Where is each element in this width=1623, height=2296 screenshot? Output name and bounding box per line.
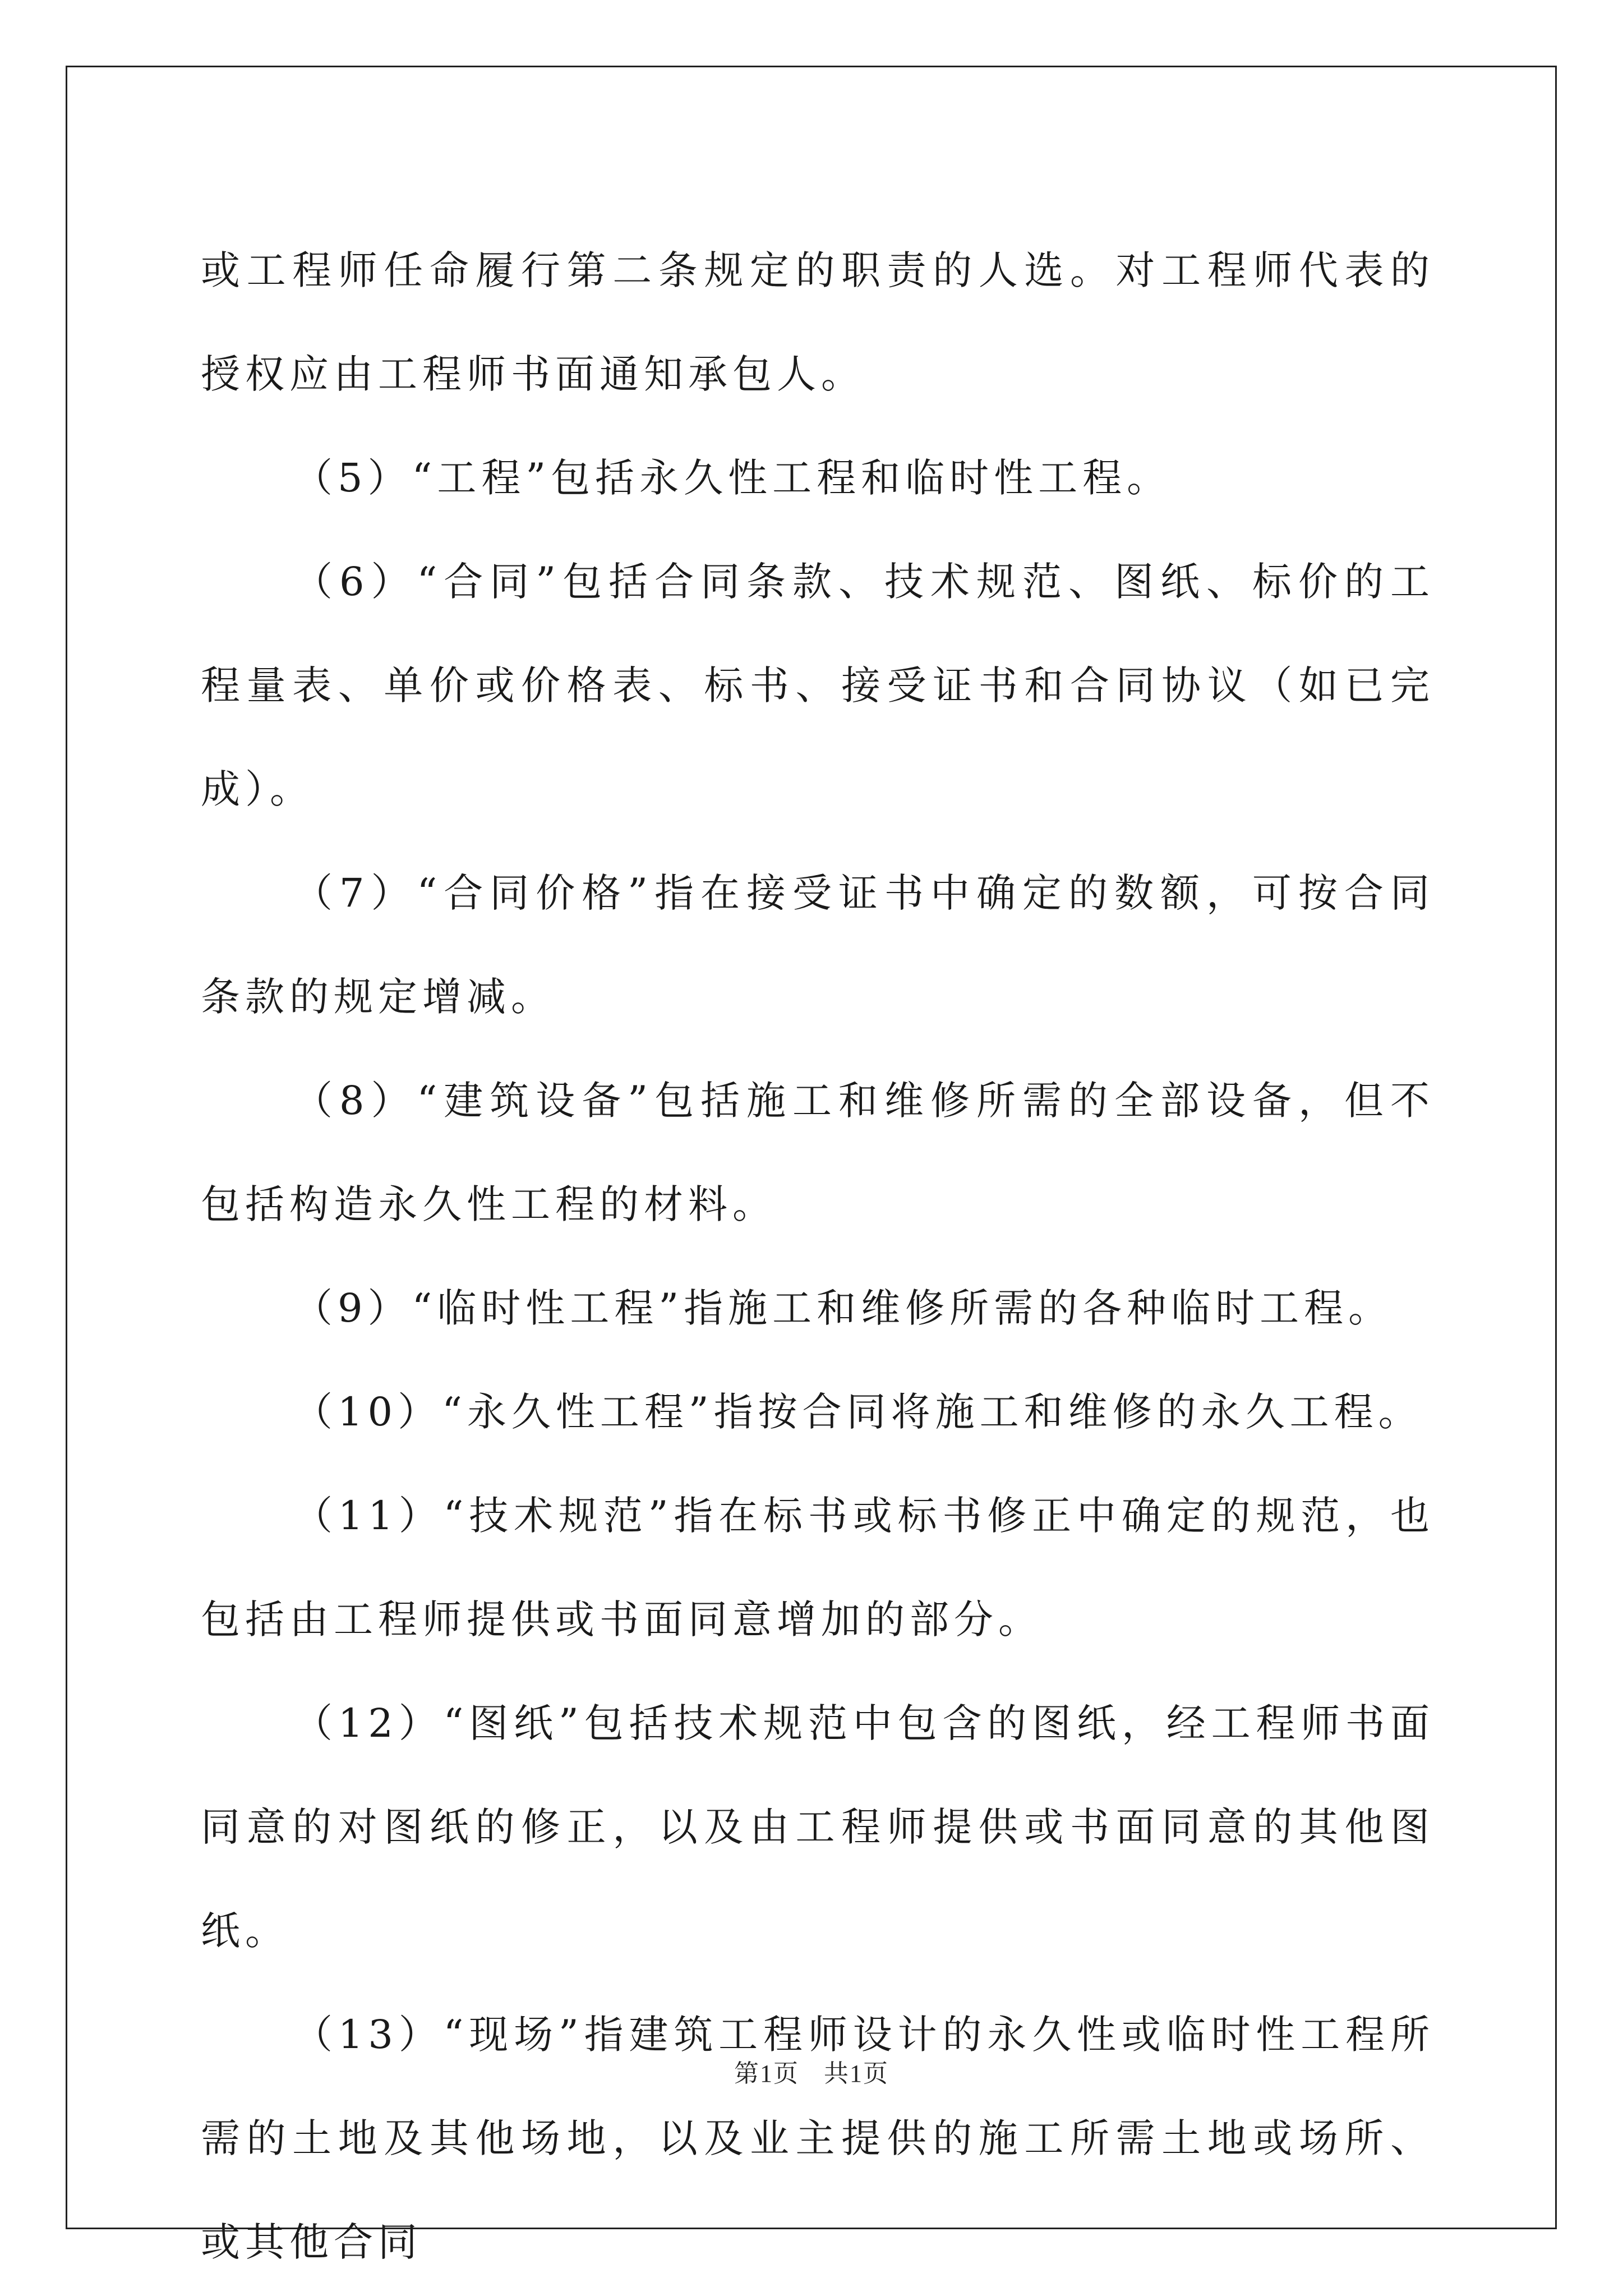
paragraph-continuation: 或工程师任命履行第二条规定的职责的人选。对工程师代表的授权应由工程师书面通知承包人。 (201, 247, 1435, 397)
page-number: 第1页 (734, 2060, 799, 2087)
paragraph-item-8: （8）“建筑设备”包括施工和维修所需的全部设备，但不包括构造永久性工程的材料。 (201, 1078, 1435, 1227)
paragraph-item-6: （6）“合同”包括合同条款、技术规范、图纸、标价的工程量表、单价或价格表、标书、接受证书和合同协议（如已完成）。 (201, 559, 1435, 812)
paragraph-item-12: （12）“图纸”包括技术规范中包含的图纸，经工程师书面同意的对图纸的修正，以及由工程师提供或书面同意的其他图纸。 (201, 1700, 1435, 1954)
document-body (201, 219, 1435, 2294)
page-footer (0, 2053, 1623, 2089)
paragraph-item-7: （7）“合同价格”指在接受证书中确定的数额，可按合同条款的规定增减。 (201, 870, 1435, 1020)
paragraph-item-10: （10）“永久性工程”指按合同将施工和维修的永久工程。 (293, 1389, 1423, 1435)
page-total: 共1页 (824, 2060, 889, 2087)
paragraph-item-5: （5）“工程”包括永久性工程和临时性工程。 (293, 455, 1172, 501)
paragraph-item-13: （13）“现场”指建筑工程师设计的永久性或临时性工程所需的土地及其他场地，以及业主提供的施工所需土地或场所、或其他合同 (201, 2012, 1435, 2265)
paragraph-item-11: （11）“技术规范”指在标书或标书修正中确定的规范，也包括由工程师提供或书面同意增加的部分。 (201, 1493, 1435, 1642)
paragraph-item-9: （9）“临时性工程”指施工和维修所需的各种临时工程。 (293, 1285, 1393, 1331)
